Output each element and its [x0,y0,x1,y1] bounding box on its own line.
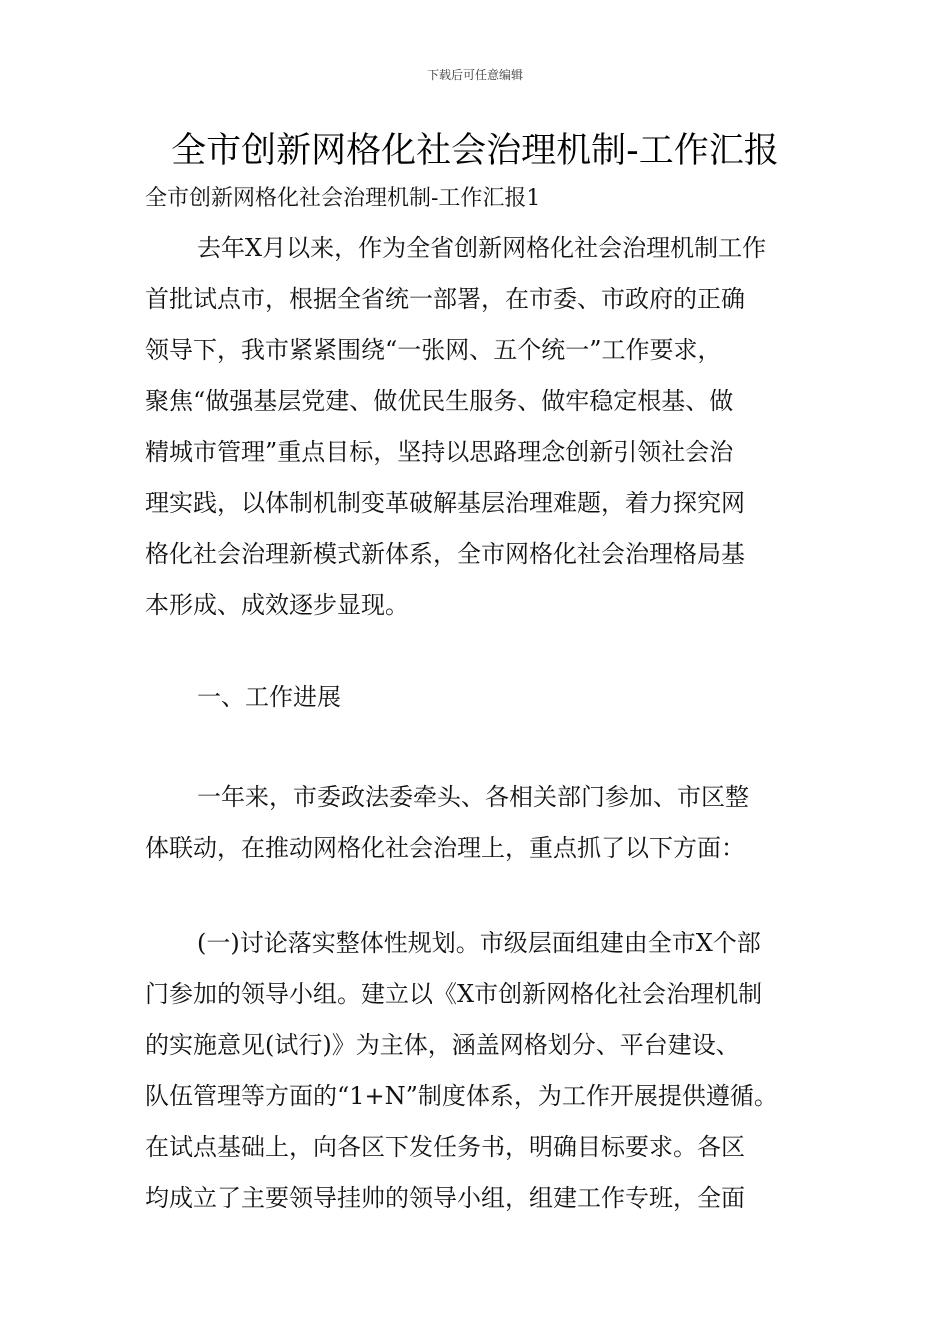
paragraph-line: 体联动，在推动网格化社会治理上，重点抓了以下方面： [145,834,745,862]
paragraph-line: 格化社会治理新模式新体系，全市网格化社会治理格局基 [145,540,745,568]
paragraph-line: (一)讨论落实整体性规划。市级层面组建由全市X个部 [197,929,761,957]
paragraph-line: 首批试点市，根据全省统一部署，在市委、市政府的正确 [145,285,745,313]
paragraph-progress [145,772,845,874]
paragraph-line: 队伍管理等方面的“1+N”制度体系，为工作开展提供遵循。 [145,1082,778,1110]
paragraph-line: 一年来，市委政法委牵头、各相关部门参加、市区整 [197,783,749,811]
document-title: 全市创新网格化社会治理机制-工作汇报 [171,131,779,171]
section-heading [145,672,845,723]
paragraph-line: 精城市管理”重点目标，坚持以思路理念创新引领社会治 [145,438,734,466]
document-subtitle: 全市创新网格化社会治理机制-工作汇报1 [145,186,541,211]
paragraph-line: 的实施意见(试行)》为主体，涵盖网格划分、平台建设、 [145,1031,740,1059]
paragraph-line: 聚焦“做强基层党建、做优民生服务、做牢稳定根基、做 [145,387,734,415]
page-header-note: 下载后可任意编辑 [426,68,523,82]
paragraph-line: 理实践，以体制机制变革破解基层治理难题，着力探究网 [145,489,745,517]
paragraph-line: 均成立了主要领导挂帅的领导小组，组建工作专班，全面 [145,1184,745,1212]
paragraph-line: 在试点基础上，向各区下发任务书，明确目标要求。各区 [145,1133,745,1161]
paragraph-intro [145,223,845,631]
paragraph-line: 去年X月以来，作为全省创新网格化社会治理机制工作 [197,234,767,262]
paragraph-line: 本形成、成效逐步显现。 [145,591,409,619]
section-heading-text: 一、工作进展 [197,683,341,711]
paragraph-line: 门参加的领导小组。建立以《X市创新网格化社会治理机制 [145,980,763,1008]
paragraph-planning [145,918,845,1224]
paragraph-line: 领导下，我市紧紧围绕“一张网、五个统一”工作要求， [145,336,722,364]
